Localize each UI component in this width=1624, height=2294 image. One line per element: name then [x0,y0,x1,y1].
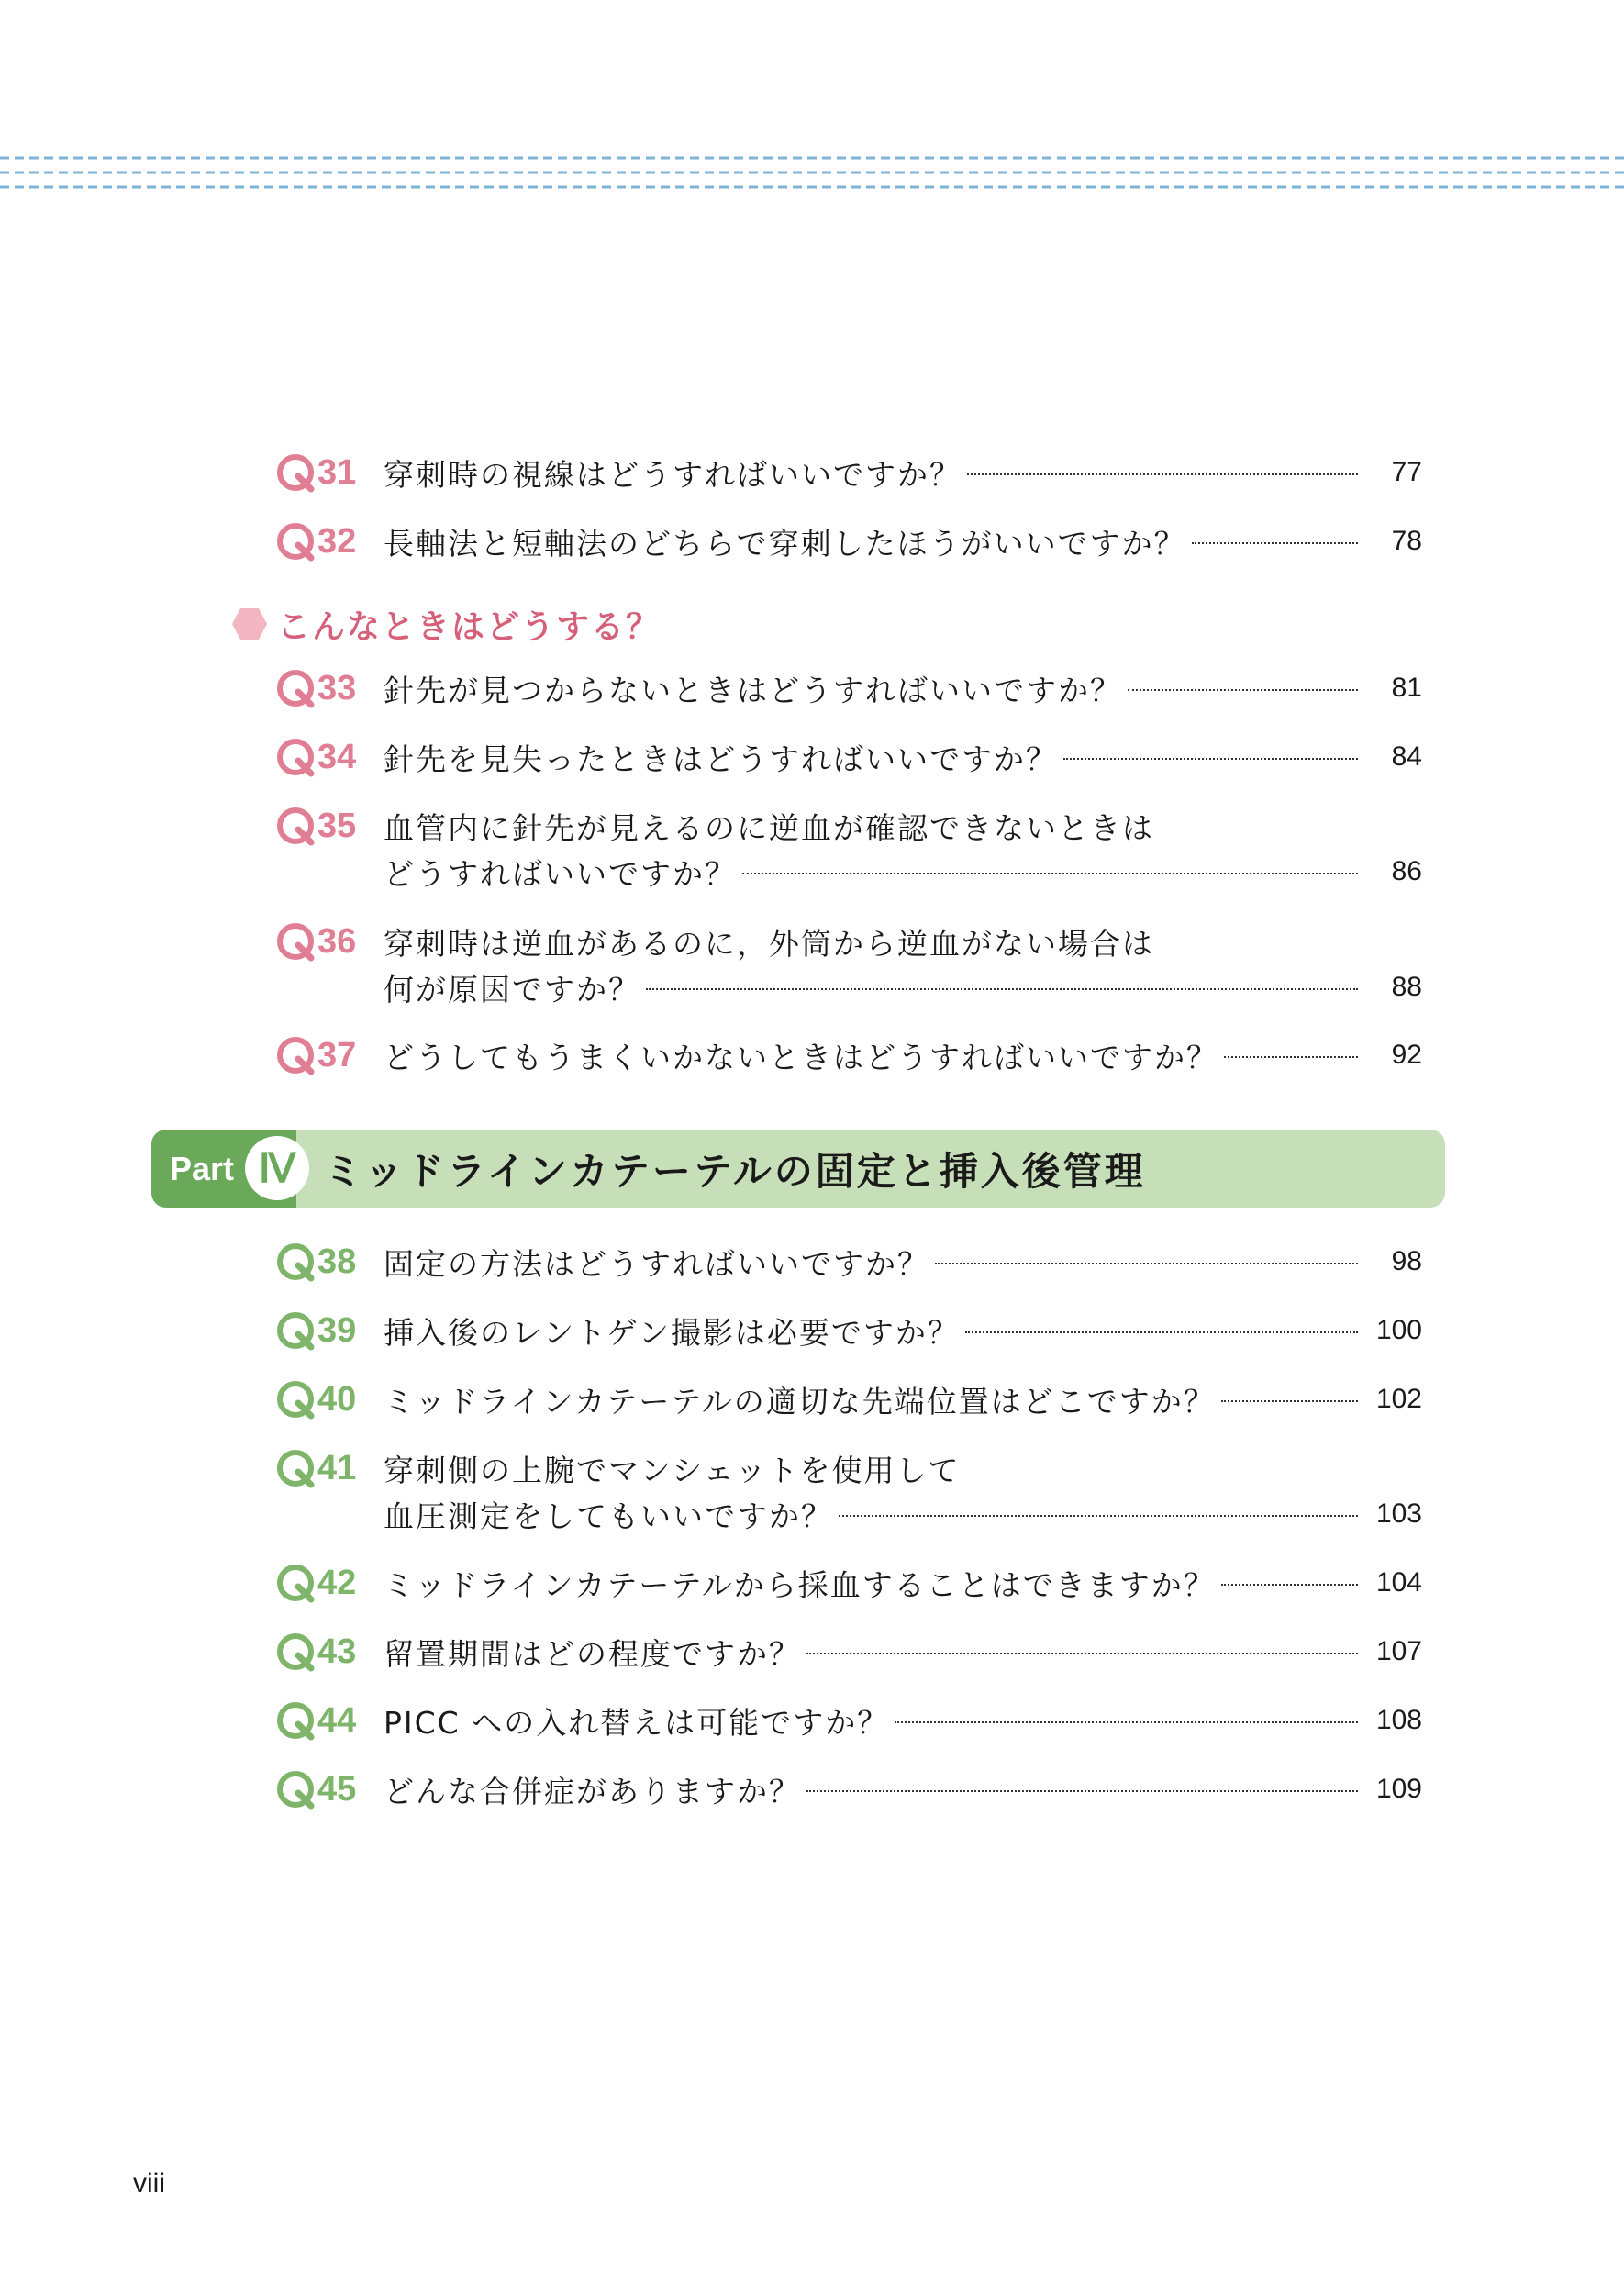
section-heading [231,601,661,647]
q-line [384,1445,1422,1491]
leader-dots [1221,1400,1358,1402]
page-number: 98 [1391,1246,1422,1276]
leader-dots [742,873,1358,874]
toc-entry[interactable] [275,1239,1422,1285]
leader-dots [1063,758,1358,760]
q-title: どうしてもうまくいかないときはどうすればいいですか？ [384,1039,1218,1075]
q-number: 42 [317,1563,357,1602]
q-badge-icon [275,1448,316,1488]
leader-dots [1192,542,1358,544]
q-title-continued: 何が原因ですか？ [384,971,640,1008]
page-number: 102 [1375,1384,1422,1414]
q-label [275,518,376,564]
section-title: こんなときはどうする？ [277,607,662,646]
q-line [384,964,1422,1010]
q-title: 針先を見失ったときはどうすればいいですか？ [384,741,1058,777]
leader-dots [806,1653,1358,1654]
toc-entry[interactable] [275,665,1422,711]
q-line [384,1376,1422,1422]
leader-dots [1224,1056,1358,1058]
q-title: 穿刺時は逆血があるのに，外筒から逆血がない場合は [384,925,1154,962]
q-title: 留置期間はどの程度ですか？ [384,1635,801,1672]
q-title: 長軸法と短軸法のどちらで穿刺したほうがいいですか？ [384,525,1186,562]
q-badge-icon [275,668,316,708]
q-number: 34 [317,737,357,776]
toc-entry[interactable] [275,803,1422,895]
q-line [384,1308,1422,1353]
q-badge-icon [275,1631,316,1672]
page-number: 104 [1375,1567,1422,1598]
q-number: 31 [317,452,357,492]
q-label [275,1629,376,1675]
q-title: 穿刺側の上腕でマンシェットを使用して [384,1452,961,1488]
q-title: 血管内に針先が見えるのに逆血が確認できないときは [384,809,1154,846]
q-line [384,1491,1422,1537]
toc-entry[interactable] [275,1629,1422,1675]
q-title: ミッドラインカテーテルから採血することはできますか？ [384,1566,1216,1603]
page-number: 78 [1391,526,1422,556]
toc-entry[interactable] [275,450,1422,496]
header-dash-band [0,185,1624,189]
q-number: 39 [317,1310,357,1350]
q-label [275,1766,376,1812]
page-folio: viii [133,2168,165,2199]
leader-dots [806,1790,1358,1792]
toc-entry[interactable] [275,1308,1422,1353]
leader-dots [935,1263,1358,1264]
toc-entry[interactable] [275,1376,1422,1422]
q-number: 43 [317,1631,357,1671]
q-line [384,803,1422,849]
toc-entry[interactable] [275,1032,1422,1078]
part-numeral: Ⅳ [258,1145,296,1191]
q-line [384,1560,1422,1606]
q-label [275,1698,376,1743]
q-label [275,919,376,964]
page-number: 108 [1375,1705,1422,1735]
q-title: 固定の方法はどうすればいいですか？ [384,1245,929,1282]
q-number: 45 [317,1769,357,1809]
header-dash-band [0,156,1624,160]
q-title: 穿刺時の視線はどうすればいいですか？ [384,456,962,493]
page-number: 86 [1391,856,1422,886]
leader-dots [1128,689,1358,691]
q-label [275,734,376,780]
q-line [384,734,1422,780]
page-number: 103 [1375,1498,1422,1529]
page-number: 109 [1375,1774,1422,1804]
q-title: 挿入後のレントゲン撮影は必要ですか？ [384,1314,960,1351]
toc-entry[interactable] [275,1560,1422,1606]
page-number: 77 [1391,457,1422,487]
q-badge-icon [275,1242,316,1282]
q-label [275,803,376,849]
q-number: 35 [317,806,357,845]
q-number: 32 [317,521,357,561]
leader-dots [839,1515,1358,1517]
q-line [384,1239,1422,1285]
toc-entry[interactable] [275,1698,1422,1743]
q-badge-icon [275,521,316,562]
q-line [384,518,1422,564]
q-badge-icon [275,452,316,493]
q-badge-icon [275,1769,316,1810]
q-line [384,1766,1422,1812]
q-number: 41 [317,1448,357,1487]
leader-dots [965,1331,1358,1333]
hexagon-icon [231,606,268,642]
toc-entry[interactable] [275,1766,1422,1812]
q-title-continued: どうすればいいですか？ [384,855,737,892]
q-badge-icon [275,1563,316,1603]
q-title: PICC への入れ替えは可能ですか？ [384,1704,890,1741]
q-number: 40 [317,1379,357,1419]
part-number-badge [245,1136,309,1200]
q-label [275,1560,376,1606]
q-label [275,1032,376,1078]
q-badge-icon [275,737,316,777]
q-label [275,1239,376,1285]
page-number: 107 [1375,1636,1422,1666]
q-line [384,919,1422,964]
part-title: ミッドラインカテーテルの固定と挿入後管理 [324,1148,1146,1194]
q-number: 44 [317,1700,357,1740]
page-number: 92 [1391,1040,1422,1070]
part-banner[interactable] [151,1130,1445,1208]
page-number: 100 [1375,1315,1422,1345]
q-number: 36 [317,921,357,961]
q-number: 33 [317,668,357,707]
q-title-continued: 血圧測定をしてもいいですか？ [384,1498,833,1534]
leader-dots [1221,1584,1358,1586]
q-line [384,1629,1422,1675]
q-badge-icon [275,1310,316,1351]
q-badge-icon [275,921,316,962]
q-badge-icon [275,1379,316,1420]
q-label [275,1445,376,1491]
q-number: 38 [317,1242,357,1281]
q-line [384,849,1422,895]
leader-dots [646,988,1358,990]
q-badge-icon [275,806,316,846]
q-label [275,1308,376,1353]
toc-entry[interactable] [275,734,1422,780]
q-number: 37 [317,1035,357,1075]
toc-entry[interactable] [275,518,1422,564]
part-word: Part [170,1149,235,1187]
q-line [384,665,1422,711]
q-label [275,1376,376,1422]
page-number: 88 [1391,972,1422,1002]
page-number: 84 [1391,741,1422,772]
q-label [275,665,376,711]
q-label [275,450,376,496]
page-number: 81 [1391,673,1422,703]
q-line [384,1032,1422,1078]
q-title: 針先が見つからないときはどうすればいいですか？ [384,672,1122,708]
q-badge-icon [275,1035,316,1075]
q-title: ミッドラインカテーテルの適切な先端位置はどこですか？ [384,1383,1216,1420]
toc-entry[interactable] [275,919,1422,1010]
q-title: どんな合併症がありますか？ [384,1773,801,1810]
leader-dots [895,1721,1358,1723]
q-line [384,450,1422,496]
leader-dots [967,473,1358,475]
toc-entry[interactable] [275,1445,1422,1537]
q-line [384,1698,1422,1743]
header-dash-band [0,171,1624,174]
q-badge-icon [275,1700,316,1741]
